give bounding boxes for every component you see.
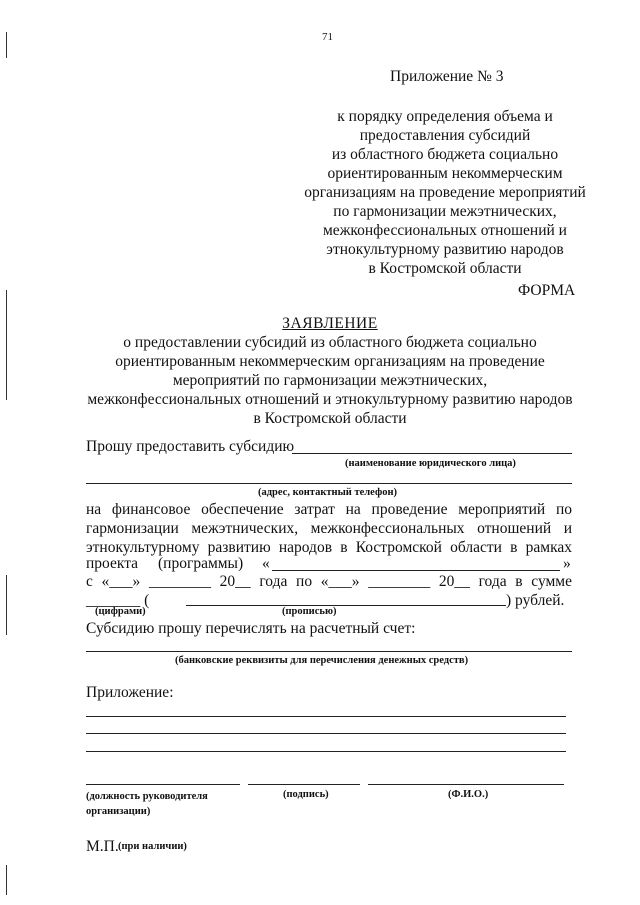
appendix-line: в Костромской области — [368, 260, 522, 277]
application-heading — [60, 314, 600, 428]
attachment-field-2[interactable] — [86, 733, 566, 734]
close-quote: » — [563, 555, 571, 572]
appendix-line: ориентированным некоммерческим — [327, 165, 563, 182]
signature-field[interactable] — [248, 784, 360, 785]
amount-words-field[interactable] — [186, 605, 506, 606]
margin-mark-bottom — [6, 865, 7, 895]
hint-address: (адрес, контактный телефон) — [258, 487, 398, 498]
purpose-line: гармонизации межэтнических, межконфессиональных отношений и — [86, 520, 572, 537]
hint-position-line: организации) — [86, 806, 151, 817]
application-title: ЗАЯВЛЕНИЕ — [282, 315, 378, 332]
application-subtitle-line: межконфессиональных отношений и этнокультурному развитию народов — [87, 391, 573, 408]
amount-digits-field[interactable]: _______ ( — [86, 592, 150, 609]
open-quote: « — [262, 555, 270, 572]
form-label: ФОРМА — [518, 282, 576, 299]
appendix-block — [290, 107, 600, 278]
position-field[interactable] — [86, 784, 240, 785]
hint-position-line: (должность руководителя — [86, 791, 208, 802]
margin-mark-low — [6, 575, 7, 635]
amount-close: ) рублей. — [506, 592, 565, 609]
hint-entity-name: (наименование юридического лица) — [345, 458, 516, 469]
attachment-field-3[interactable] — [86, 751, 566, 752]
purpose-line: этнокультурному развитию народов в Костромской области в рамках — [86, 539, 572, 556]
hint-full-name: (Ф.И.О.) — [448, 789, 489, 800]
application-subtitle-line: мероприятий по гармонизации межэтнических, — [172, 372, 488, 389]
purpose-paragraph — [86, 500, 572, 557]
request-text: Прошу предоставить субсидию — [86, 438, 295, 455]
stamp-label: М.П. — [86, 838, 119, 855]
application-subtitle-line: о предоставлении субсидий из областного бюджета социально — [123, 334, 537, 351]
appendix-line: к порядку определения объема и — [337, 108, 553, 125]
address-field[interactable] — [86, 483, 572, 484]
hint-position — [86, 789, 208, 819]
application-subtitle-line: в Костромской области — [253, 410, 407, 427]
appendix-line: этнокультурному развитию народов — [326, 241, 564, 258]
appendix-line: организациям на проведение мероприятий — [304, 184, 586, 201]
margin-mark-top — [6, 32, 7, 58]
full-name-field[interactable] — [368, 784, 564, 785]
date-range-line[interactable]: с «___» ________ 20__ года по «___» ________ 20__ года в сумме — [86, 573, 572, 590]
appendix-line: по гармонизации межэтнических, — [333, 203, 557, 220]
bank-details-field[interactable] — [86, 651, 572, 652]
project-label: проекта — [86, 555, 139, 572]
stamp-hint: (при наличии) — [118, 841, 187, 852]
project-name-field[interactable] — [272, 570, 560, 571]
hint-words: (прописью) — [282, 606, 337, 617]
attachment-field-1[interactable] — [86, 716, 566, 717]
hint-signature: (подпись) — [283, 789, 329, 800]
hint-bank: (банковские реквизиты для перечисления денежных средств) — [175, 655, 469, 666]
appendix-title: Приложение № 3 — [390, 68, 504, 85]
appendix-line: из областного бюджета социально — [331, 146, 559, 163]
page-number: 71 — [322, 31, 333, 43]
hint-digits: (цифрами) — [95, 606, 146, 617]
entity-name-field[interactable] — [292, 453, 572, 454]
program-label: (программы) — [158, 555, 244, 572]
account-text: Субсидию прошу перечислять на расчетный счет: — [86, 620, 416, 637]
appendix-line: предоставления субсидий — [359, 127, 531, 144]
attachment-label: Приложение: — [86, 684, 174, 701]
appendix-line: межконфессиональных отношений и — [323, 222, 567, 239]
purpose-line: на финансовое обеспечение затрат на проведение мероприятий по — [86, 501, 572, 518]
application-subtitle-line: ориентированным некоммерческим организациям на проведение — [115, 353, 545, 370]
margin-mark-mid — [6, 290, 7, 400]
